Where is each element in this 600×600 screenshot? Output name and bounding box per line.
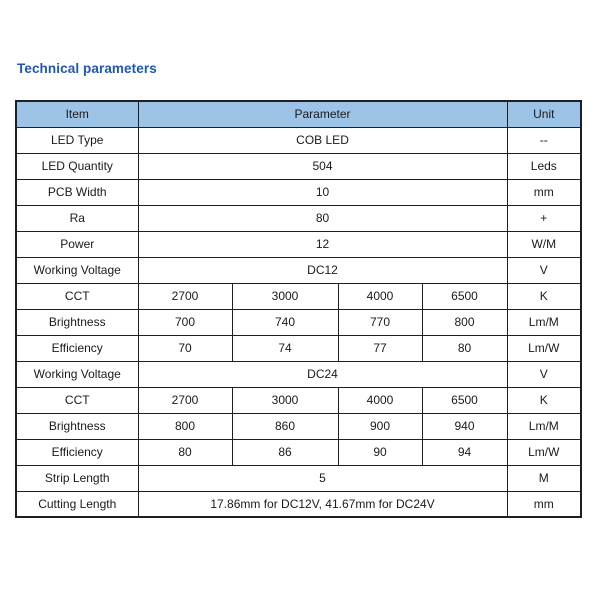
- param-cell: 740: [232, 309, 338, 335]
- param-cell: 12: [138, 231, 507, 257]
- item-cell: Ra: [16, 205, 138, 231]
- param-cell: 770: [338, 309, 422, 335]
- param-cell: 77: [338, 335, 422, 361]
- item-cell: Efficiency: [16, 439, 138, 465]
- param-cell: 4000: [338, 283, 422, 309]
- unit-cell: K: [507, 387, 581, 413]
- unit-cell: Lm/M: [507, 413, 581, 439]
- param-cell: 504: [138, 153, 507, 179]
- param-cell: 3000: [232, 387, 338, 413]
- table-row: [16, 309, 581, 335]
- unit-header-cell: Unit: [507, 101, 581, 127]
- item-cell: CCT: [16, 387, 138, 413]
- table-row: [16, 179, 581, 205]
- param-cell: 74: [232, 335, 338, 361]
- unit-cell: V: [507, 361, 581, 387]
- table-row: [16, 439, 581, 465]
- unit-cell: +: [507, 205, 581, 231]
- unit-cell: M: [507, 465, 581, 491]
- unit-cell: --: [507, 127, 581, 153]
- table-row: [16, 413, 581, 439]
- table-row: [16, 231, 581, 257]
- param-cell: 80: [138, 439, 232, 465]
- param-cell: 2700: [138, 387, 232, 413]
- param-cell: DC12: [138, 257, 507, 283]
- item-cell: Efficiency: [16, 335, 138, 361]
- unit-cell: Lm/W: [507, 335, 581, 361]
- parameter-header-cell: Parameter: [138, 101, 507, 127]
- param-cell: 6500: [422, 283, 507, 309]
- table-row: [16, 491, 581, 517]
- table-row: [16, 283, 581, 309]
- item-cell: LED Quantity: [16, 153, 138, 179]
- unit-cell: W/M: [507, 231, 581, 257]
- param-cell: 80: [138, 205, 507, 231]
- item-cell: Strip Length: [16, 465, 138, 491]
- param-cell: 700: [138, 309, 232, 335]
- item-cell: PCB Width: [16, 179, 138, 205]
- item-cell: CCT: [16, 283, 138, 309]
- param-cell: 4000: [338, 387, 422, 413]
- technical-parameters-table: [15, 100, 582, 518]
- table-row: [16, 127, 581, 153]
- param-cell: COB LED: [138, 127, 507, 153]
- param-cell: 860: [232, 413, 338, 439]
- param-cell: 70: [138, 335, 232, 361]
- table-row: [16, 153, 581, 179]
- param-cell: 800: [422, 309, 507, 335]
- item-cell: Working Voltage: [16, 361, 138, 387]
- table-row: [16, 387, 581, 413]
- param-cell: 94: [422, 439, 507, 465]
- table-header-row: [16, 101, 581, 127]
- item-cell: LED Type: [16, 127, 138, 153]
- param-cell: 900: [338, 413, 422, 439]
- param-cell: 10: [138, 179, 507, 205]
- table-row: [16, 361, 581, 387]
- item-cell: Brightness: [16, 413, 138, 439]
- param-cell: 5: [138, 465, 507, 491]
- unit-cell: mm: [507, 179, 581, 205]
- unit-cell: mm: [507, 491, 581, 517]
- item-header-cell: Item: [16, 101, 138, 127]
- table-row: [16, 205, 581, 231]
- table-row: [16, 335, 581, 361]
- unit-cell: K: [507, 283, 581, 309]
- item-cell: Power: [16, 231, 138, 257]
- table-row: [16, 465, 581, 491]
- unit-cell: V: [507, 257, 581, 283]
- unit-cell: Lm/M: [507, 309, 581, 335]
- param-cell: 2700: [138, 283, 232, 309]
- param-cell: 940: [422, 413, 507, 439]
- param-cell: 6500: [422, 387, 507, 413]
- item-cell: Working Voltage: [16, 257, 138, 283]
- unit-cell: Leds: [507, 153, 581, 179]
- param-cell: 90: [338, 439, 422, 465]
- param-cell: 800: [138, 413, 232, 439]
- table-row: [16, 257, 581, 283]
- page-title: Technical parameters: [17, 61, 157, 76]
- param-cell: 80: [422, 335, 507, 361]
- item-cell: Brightness: [16, 309, 138, 335]
- param-cell: 17.86mm for DC12V, 41.67mm for DC24V: [138, 491, 507, 517]
- param-cell: 3000: [232, 283, 338, 309]
- param-cell: 86: [232, 439, 338, 465]
- param-cell: DC24: [138, 361, 507, 387]
- item-cell: Cutting Length: [16, 491, 138, 517]
- unit-cell: Lm/W: [507, 439, 581, 465]
